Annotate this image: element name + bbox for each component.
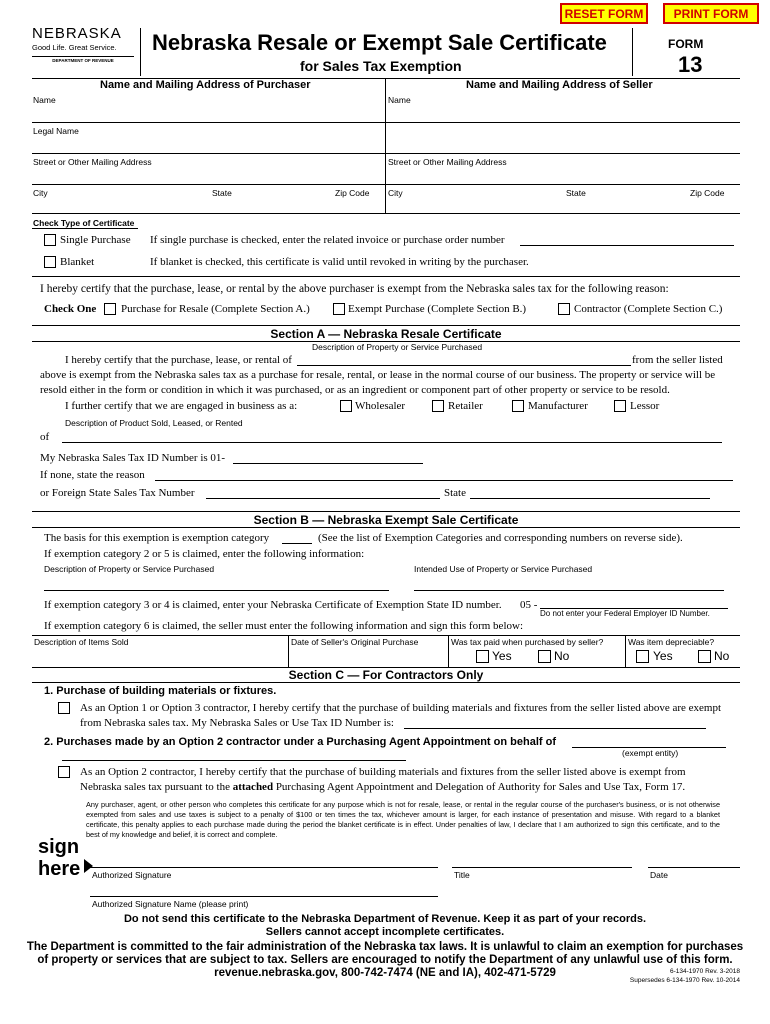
signature-name-field[interactable] [90, 896, 438, 897]
check-one-label: Check One [44, 303, 97, 315]
sales-tax-id-field[interactable] [233, 463, 423, 464]
lessor-label: Lessor [630, 400, 660, 412]
tax-paid-yes-label: Yes [492, 649, 512, 663]
depreciable-no-checkbox[interactable] [698, 650, 711, 663]
option2-line2: Nebraska sales tax pursuant to the attached Purchasing Agent Appointment and Delegation of Authority for Sales and Use Tax, Form 17. [80, 781, 686, 793]
section-a-title: Section A — Nebraska Resale Certificate [270, 327, 502, 341]
section-c-title: Section C — For Contractors Only [288, 668, 484, 682]
blanket-label: Blanket [60, 256, 95, 268]
date-field[interactable] [648, 867, 740, 868]
legal-name-field-line[interactable] [32, 153, 740, 154]
seller-street-label: Street or Other Mailing Address [388, 157, 507, 167]
exempt-entity-name-field[interactable] [62, 760, 406, 761]
option1-checkbox[interactable] [58, 702, 70, 714]
logo-dept: DEPARTMENT OF REVENUE [32, 56, 134, 63]
title-label: Title [454, 870, 470, 880]
lessor-checkbox[interactable] [614, 400, 626, 412]
option2-line1: As an Option 2 contractor, I hereby certify that the purchase of building materials and fixtures from the seller listed above is exempt from [80, 766, 686, 778]
tax-paid-yes-checkbox[interactable] [476, 650, 489, 663]
logo-name: NEBRASKA [32, 25, 122, 42]
retailer-label: Retailer [448, 400, 483, 412]
purchaser-zip-label: Zip Code [335, 188, 370, 198]
depreciable-no-label: No [714, 649, 730, 663]
exempt-purchase-checkbox[interactable] [333, 303, 345, 315]
footer-line-2: Sellers cannot accept incomplete certificates. [265, 926, 505, 938]
items-sold-label: Description of Items Sold [34, 637, 129, 647]
footer-line-4: of property or services that are subject to tax. Sellers are encouraged to notify the Department of any unlawful use of this form. [37, 954, 733, 966]
wholesaler-label: Wholesaler [355, 400, 406, 412]
contractor-option-label: Contractor (Complete Section C.) [574, 303, 723, 315]
date-label: Date [650, 870, 668, 880]
logo-divider [140, 28, 141, 76]
intended-use-field[interactable] [414, 590, 724, 591]
section-a-line2: above is exempt from the Nebraska sales tax as a purchase for resale, rental, or lease in the normal course of our business. The property or service will be [40, 369, 716, 381]
contractor-tax-id-field[interactable] [404, 728, 706, 729]
penalty-text: Any purchaser, agent, or other person who completes this certificate for any purpose which is not for resale, lease, or rental in the regular course of the purchaser's business, or is not otherwise exempted from sales and use taxes is subject to a penalty of $100 or ten times the tax, whichever amount is larger, for each instance of presentation and misuse. With regard to a blanket certificate, this penalty applies to each purchase made during the period the blanket certificate is in effect. Under penalties of law, I declare that I am authorized to sign this certificate, and to the best of my knowledge and belief, it is correct and complete. [86, 800, 720, 839]
purchaser-state-label: State [212, 188, 232, 198]
retailer-checkbox[interactable] [432, 400, 444, 412]
depreciable-label: Was item depreciable? [628, 637, 715, 647]
form-number: 13 [678, 52, 703, 77]
foreign-number-label: or Foreign State Sales Tax Number [40, 487, 195, 499]
supersedes-note: Supersedes 6-134-1970 Rev. 10-2014 [629, 977, 740, 984]
cert-type-heading: Check Type of Certificate [33, 218, 135, 228]
section-b-title: Section B — Nebraska Exempt Sale Certificate [253, 513, 519, 527]
section-a-line1a: I hereby certify that the purchase, lease, or rental of [65, 354, 292, 366]
seller-zip-label: Zip Code [690, 188, 725, 198]
footer-line-1: Do not send this certificate to the Nebraska Department of Revenue. Keep it as part of your records. [123, 913, 646, 925]
revision-info [600, 967, 740, 985]
sign-label: sign [38, 836, 80, 858]
resale-checkbox[interactable] [104, 303, 116, 315]
footer-line-3: The Department is committed to the fair administration of the Nebraska tax laws. It is unlawful to claim an exemption for purchases [26, 941, 744, 953]
blanket-text: If blanket is checked, this certificate is valid until revoked in writing by the purchaser. [150, 256, 529, 268]
resale-property-field[interactable] [297, 365, 631, 366]
form-subtitle: for Sales Tax Exemption [300, 58, 462, 74]
logo-tagline: Good Life. Great Service. [32, 43, 117, 52]
orig-purchase-date-label: Date of Seller's Original Purchase [291, 637, 419, 647]
foreign-state-label: State [444, 487, 466, 499]
reset-form-button[interactable]: RESET FORM [560, 3, 648, 24]
exemption-category-field[interactable] [282, 543, 312, 544]
intended-use-label: Intended Use of Property or Service Purchased [414, 564, 593, 574]
basis-note: (See the list of Exemption Categories and corresponding numbers on reverse side). [318, 532, 683, 544]
foreign-number-field[interactable] [206, 498, 440, 499]
section-b-desc-label: Description of Property or Service Purchased [44, 564, 215, 574]
wholesaler-checkbox[interactable] [340, 400, 352, 412]
street-field-line[interactable] [32, 184, 740, 185]
footer-instructions [0, 913, 770, 939]
seller-city-label: City [388, 188, 403, 198]
of-label: of [40, 431, 50, 443]
purchaser-street-label: Street or Other Mailing Address [33, 157, 152, 167]
manufacturer-label: Manufacturer [528, 400, 588, 412]
product-desc-field[interactable] [62, 442, 722, 443]
signature-name-label: Authorized Signature Name (please print) [92, 899, 249, 909]
category-2-5-label: If exemption category 2 or 5 is claimed, enter the following information: [44, 548, 365, 560]
product-desc-label: Description of Product Sold, Leased, or Rented [65, 418, 243, 428]
contractor-checkbox[interactable] [558, 303, 570, 315]
section-b-desc-field[interactable] [44, 590, 389, 591]
option1-line2: from Nebraska sales tax. My Nebraska Sales or Use Tax ID Number is: [80, 717, 394, 729]
category-3-4-label: If exemption category 3 or 4 is claimed, enter your Nebraska Certificate of Exemption State ID number. [44, 599, 502, 611]
exempt-option-label: Exempt Purchase (Complete Section B.) [348, 303, 527, 315]
footer-contact: revenue.nebraska.gov, 800-742-7474 (NE and IA), 402-471-5729 [214, 967, 556, 979]
title-field[interactable] [452, 867, 632, 868]
blanket-checkbox[interactable] [44, 256, 56, 268]
if-none-label: If none, state the reason [40, 469, 145, 481]
tax-paid-no-label: No [554, 649, 570, 663]
city-field-line[interactable] [32, 213, 740, 214]
print-form-button[interactable]: PRINT FORM [663, 3, 759, 24]
single-purchase-text: If single purchase is checked, enter the related invoice or purchase order number [150, 234, 505, 246]
form-label: FORM [668, 37, 704, 51]
exempt-entity-label: (exempt entity) [622, 748, 679, 758]
purchaser-city-label: City [33, 188, 48, 198]
form-title: Nebraska Resale or Exempt Sale Certificate [152, 30, 607, 55]
purchaser-name-label: Name [33, 95, 56, 105]
section-c-heading-1: 1. Purchase of building materials or fixtures. [44, 685, 277, 697]
category-6-label: If exemption category 6 is claimed, the seller must enter the following information and sign this form below: [44, 620, 523, 632]
seller-heading: Name and Mailing Address of Seller [466, 79, 653, 91]
fein-note: Do not enter your Federal Employer ID Number. [540, 609, 710, 618]
engaged-text: I further certify that we are engaged in business as a: [65, 400, 298, 412]
resale-option-label: Purchase for Resale (Complete Section A.) [121, 303, 310, 315]
certify-intro: I hereby certify that the purchase, lease, or rental by the above purchaser is exempt from the Nebraska sales tax for the following reason: [40, 283, 669, 295]
sales-tax-id-label: My Nebraska Sales Tax ID Number is 01- [40, 452, 226, 464]
depreciable-yes-label: Yes [653, 649, 673, 663]
reason-field[interactable] [155, 480, 733, 481]
section-a-line1b: from the seller listed [632, 354, 723, 366]
tax-paid-no-checkbox[interactable] [538, 650, 551, 663]
option2-checkbox[interactable] [58, 766, 70, 778]
seller-name-label: Name [388, 95, 411, 105]
authorized-signature-label: Authorized Signature [92, 870, 172, 880]
purchaser-legal-label: Legal Name [33, 126, 79, 136]
section-a-desc-label: Description of Property or Service Purchased [312, 342, 483, 352]
purchaser-heading: Name and Mailing Address of Purchaser [100, 79, 311, 91]
authorized-signature-field[interactable] [90, 867, 438, 868]
seller-state-label: State [566, 188, 586, 198]
state-id-prefix: 05 - [520, 599, 538, 611]
revision-number: 6-134-1970 Rev. 3-2018 [670, 968, 740, 975]
invoice-number-field[interactable] [520, 245, 734, 246]
basis-label: The basis for this exemption is exemption category [44, 532, 270, 544]
manufacturer-checkbox[interactable] [512, 400, 524, 412]
here-label: here [38, 858, 81, 880]
name-field-line[interactable] [32, 122, 740, 123]
title-divider [632, 28, 633, 76]
depreciable-yes-checkbox[interactable] [636, 650, 649, 663]
single-purchase-checkbox[interactable] [44, 234, 56, 246]
section-c-heading-2: 2. Purchases made by an Option 2 contractor under a Purchasing Agent Appointment on behalf of [44, 736, 556, 748]
tax-paid-label: Was tax paid when purchased by seller? [451, 637, 604, 647]
option1-line1: As an Option 1 or Option 3 contractor, I hereby certify that the purchase of building materials and fixtures from the seller listed above are exempt [80, 702, 722, 714]
single-purchase-label: Single Purchase [60, 234, 131, 246]
nebraska-logo [32, 26, 134, 63]
foreign-state-field[interactable] [470, 498, 710, 499]
section-a-line3: resold either in the form or condition in which it was purchased, or as an ingredient or component part of other property or service to be resold. [40, 384, 670, 396]
